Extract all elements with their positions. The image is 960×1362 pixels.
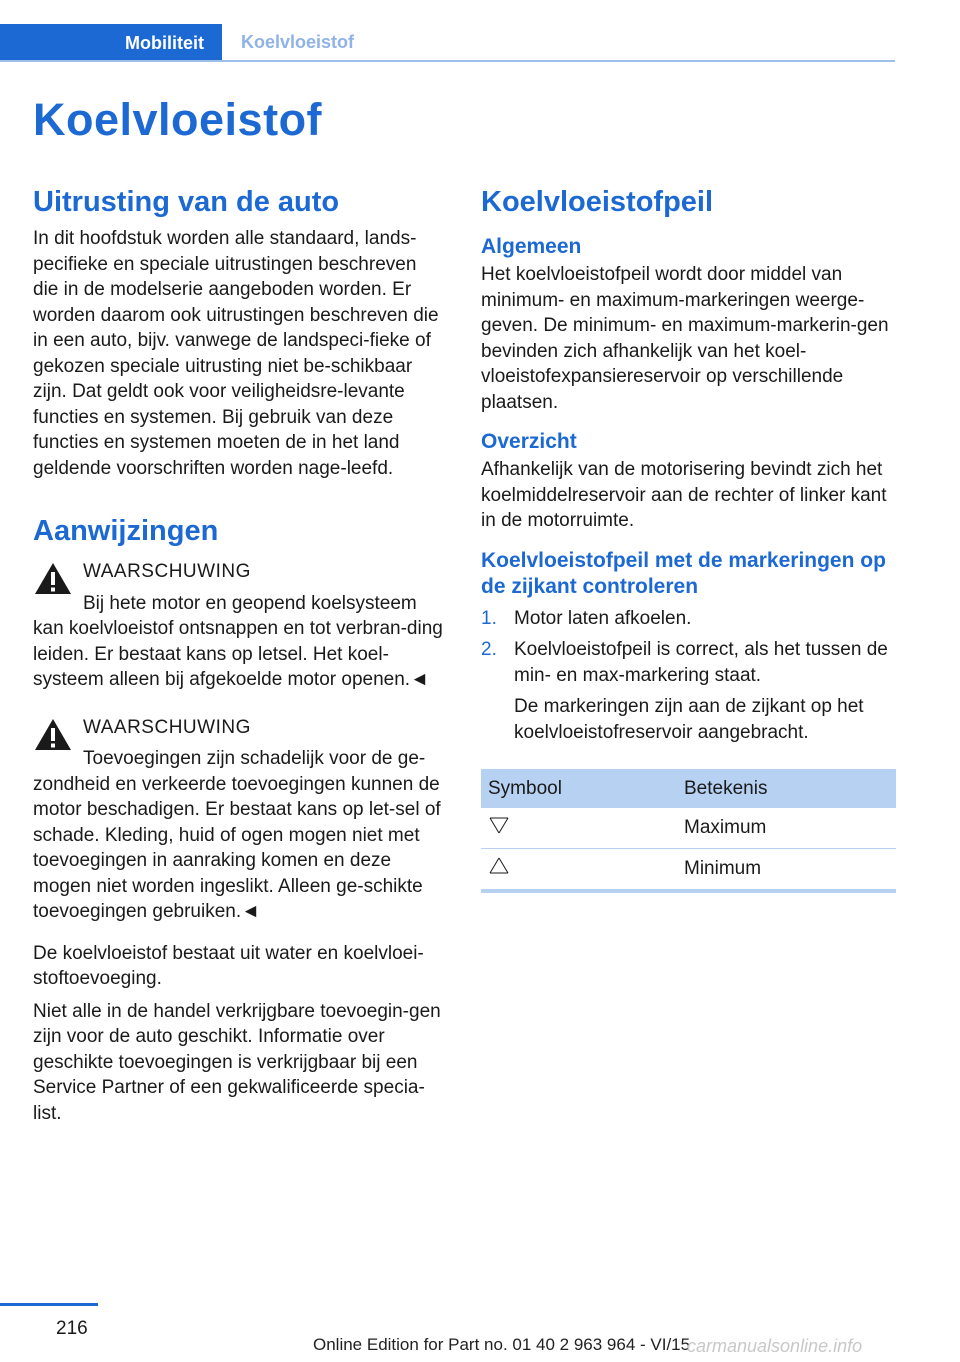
step-note: De markeringen zijn aan de zijkant op het koelvloeistofreservoir aangebracht.	[514, 696, 864, 743]
footer-rule	[0, 1303, 98, 1306]
warning-block-1	[33, 559, 447, 693]
table-row	[481, 849, 896, 892]
paragraph-mix: De koelvloeistof bestaat uit water en koelvloei-stoftoevoeging.	[33, 942, 424, 989]
page-title: Koelvloeistof	[33, 94, 323, 145]
tab-mobiliteit-label: Mobiliteit	[125, 32, 204, 53]
paragraph-equipment: In dit hoofdstuk worden alle standaard, lands-pecifieke en speciale uitrustingen beschreven die in de modelserie aangeboden worden. Er worden daarom ook uitrustingen beschreven die in een auto, bijv. vanwege de landspeci-fieke of gekozen speciale uitrusting niet be-schikbaar zijn. Dat geldt ook voor veiligheidsre-levante functies en systemen. Bij gebruik van deze functies en systemen moeten de in het land geldende voorschriften worden nage-leefd.	[33, 228, 439, 479]
header-rule	[0, 60, 895, 62]
warning-triangle-icon	[33, 561, 73, 597]
step-text: Koelvloeistofpeil is correct, als het tussen de min- en max-markering staat.	[514, 639, 888, 686]
table-row	[481, 808, 896, 849]
heading-coolant-level: Koelvloeistofpeil	[481, 186, 714, 218]
steps-list	[481, 606, 896, 689]
heading-overview: Overzicht	[481, 430, 577, 453]
warning-title-2: WAARSCHUWING	[83, 716, 251, 738]
edition-note: Online Edition for Part no. 01 40 2 963 964 - VI/15	[313, 1335, 691, 1354]
min-marker-icon	[488, 856, 510, 876]
column-header-meaning: Betekenis	[677, 769, 896, 808]
right-column	[481, 184, 896, 893]
step-number: 1.	[481, 607, 497, 629]
chapter-header	[0, 24, 895, 62]
list-item	[481, 606, 896, 632]
meaning-cell: Minimum	[677, 849, 896, 892]
max-marker-icon	[488, 815, 510, 835]
column-header-symbol: Symbool	[481, 769, 677, 808]
step-number: 2.	[481, 639, 497, 660]
warning-title-1: WAARSCHUWING	[83, 561, 251, 582]
step-text: Motor laten afkoelen.	[514, 607, 692, 629]
warning-block-2	[33, 715, 447, 925]
table-header-row	[481, 769, 896, 808]
heading-check-markings: Koelvloeistofpeil met de markeringen op de zijkant controleren	[481, 548, 886, 598]
page-number: 216	[56, 1318, 88, 1339]
meaning-cell: Maximum	[677, 808, 896, 849]
paragraph-additives: Niet alle in de handel verkrijgbare toevoegin-gen zijn voor de auto geschikt. Informatie over geschikte toevoegingen is verkrijgbaar bij een Service Partner of een gekwalificeerde specia-list.	[33, 1000, 441, 1124]
warning-text-1: Bij hete motor en geopend koelsysteem kan koelvloeistof ontsnappen en tot verbran-ding leiden. Er bestaat kans op letsel. Het koel-systeem alleen bij afgekoelde motor openen.◄	[33, 592, 443, 690]
list-item	[481, 637, 896, 688]
heading-equipment: Uitrusting van de auto	[33, 186, 340, 218]
heading-notes: Aanwijzingen	[33, 515, 219, 547]
warning-text-2: Toevoegingen zijn schadelijk voor de ge-zondheid en verkeerde toevoegingen kunnen de motor beschadigen. Er bestaat kans op let-sel of schade. Kleding, huid of ogen mogen niet met toevoegingen in aanraking komen en deze mogen niet worden ingeslikt. Alleen ge-schikte toevoegingen gebruiken.◄	[33, 748, 441, 922]
heading-general: Algemeen	[481, 235, 582, 258]
tab-koelvloeistof-label: Koelvloeistof	[241, 31, 355, 52]
paragraph-overview: Afhankelijk van de motorisering bevindt zich het koelmiddelreservoir aan de rechter of linker kant in de motorruimte.	[481, 459, 887, 531]
left-column	[33, 184, 447, 1126]
paragraph-general: Het koelvloeistofpeil wordt door middel van minimum- en maximum-markeringen weerge-geven. De minimum- en maximum-markerin-gen bevinden zich afhankelijk van het koel-vloeistofexpansiereservoir op verschillende plaatsen.	[481, 264, 889, 413]
watermark: carmanualsonline.info	[687, 1336, 863, 1356]
warning-triangle-icon	[33, 717, 73, 753]
symbol-cell	[481, 849, 677, 892]
symbol-table	[481, 769, 896, 893]
tab-koelvloeistof[interactable]	[241, 24, 354, 60]
symbol-cell	[481, 808, 677, 849]
tab-mobiliteit[interactable]	[0, 24, 222, 62]
